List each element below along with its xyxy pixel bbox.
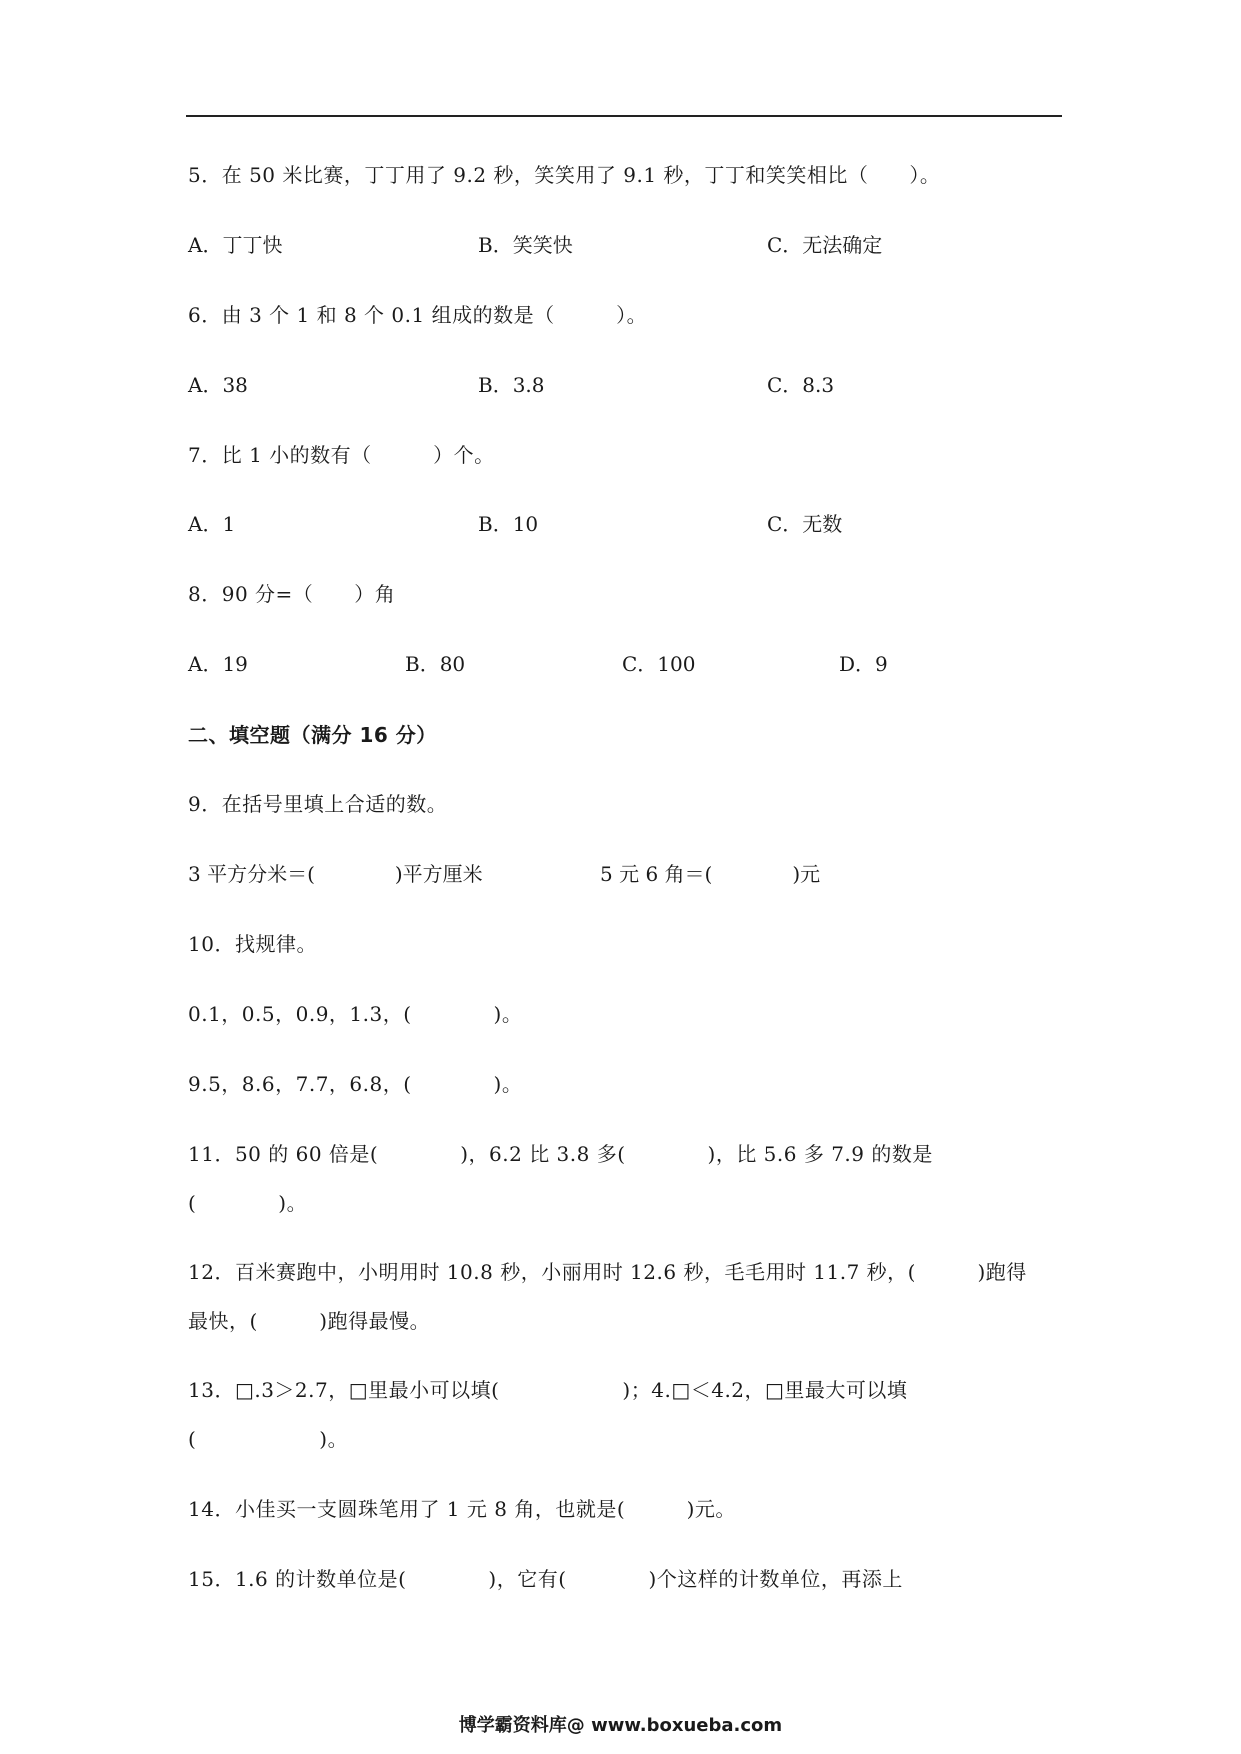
q5-option-c: C．无法确定 (767, 233, 883, 257)
question-15: 15．1.6 的计数单位是( )，它有( )个这样的计数单位，再添上 (188, 1567, 903, 1591)
header-rule (186, 115, 1062, 117)
question-8: 8．90 分=（ ）角 (188, 582, 396, 606)
question-9: 9．在括号里填上合适的数。 (188, 792, 448, 816)
q10-sequence-1: 0.1，0.5，0.9，1.3，( )。 (188, 1002, 523, 1026)
q6-option-a: A．38 (188, 373, 248, 397)
q6-option-c: C．8.3 (767, 373, 835, 397)
q8-option-b: B．80 (405, 652, 466, 676)
question-11-line-2: ( )。 (188, 1191, 308, 1215)
question-12-line-1: 12．百米赛跑中，小明用时 10.8 秒，小丽用时 12.6 秒，毛毛用时 11.7 秒，( )跑得 (188, 1260, 1027, 1284)
q7-option-a: A．1 (188, 512, 236, 536)
q10-sequence-2: 9.5，8.6，7.7，6.8，( )。 (188, 1072, 523, 1096)
question-12-line-2: 最快，( )跑得最慢。 (188, 1309, 431, 1333)
footer-watermark: 博学霸资料库@ www.boxueba.com (458, 1715, 783, 1736)
section-2-heading: 二、填空题（满分 16 分） (188, 723, 437, 747)
question-14: 14．小佳买一支圆珠笔用了 1 元 8 角，也就是( )元。 (188, 1497, 736, 1521)
question-7: 7．比 1 小的数有（ ）个。 (188, 443, 495, 467)
q6-option-b: B．3.8 (478, 373, 545, 397)
q9-part-1: 3 平方分米＝( )平方厘米 (188, 862, 483, 886)
question-10: 10．找规律。 (188, 932, 317, 956)
q5-option-a: A．丁丁快 (188, 233, 283, 257)
q8-option-a: A．19 (188, 652, 248, 676)
question-11-line-1: 11．50 的 60 倍是( )，6.2 比 3.8 多( )，比 5.6 多 7.9 的数是 (188, 1142, 933, 1166)
question-13-line-2: ( )。 (188, 1427, 349, 1451)
q5-option-b: B．笑笑快 (478, 233, 573, 257)
question-6: 6．由 3 个 1 和 8 个 0.1 组成的数是（ ）。 (188, 303, 648, 327)
question-5: 5．在 50 米比赛，丁丁用了 9.2 秒，笑笑用了 9.1 秒，丁丁和笑笑相比（ ）。 (188, 163, 941, 187)
q8-option-d: D．9 (839, 652, 888, 676)
q7-option-b: B．10 (478, 512, 539, 536)
q7-option-c: C．无数 (767, 512, 843, 536)
question-13-line-1: 13．□.3＞2.7，□里最小可以填( )；4.□＜4.2，□里最大可以填 (188, 1378, 908, 1402)
q9-part-2: 5 元 6 角＝( )元 (600, 862, 821, 886)
q8-option-c: C．100 (622, 652, 696, 676)
